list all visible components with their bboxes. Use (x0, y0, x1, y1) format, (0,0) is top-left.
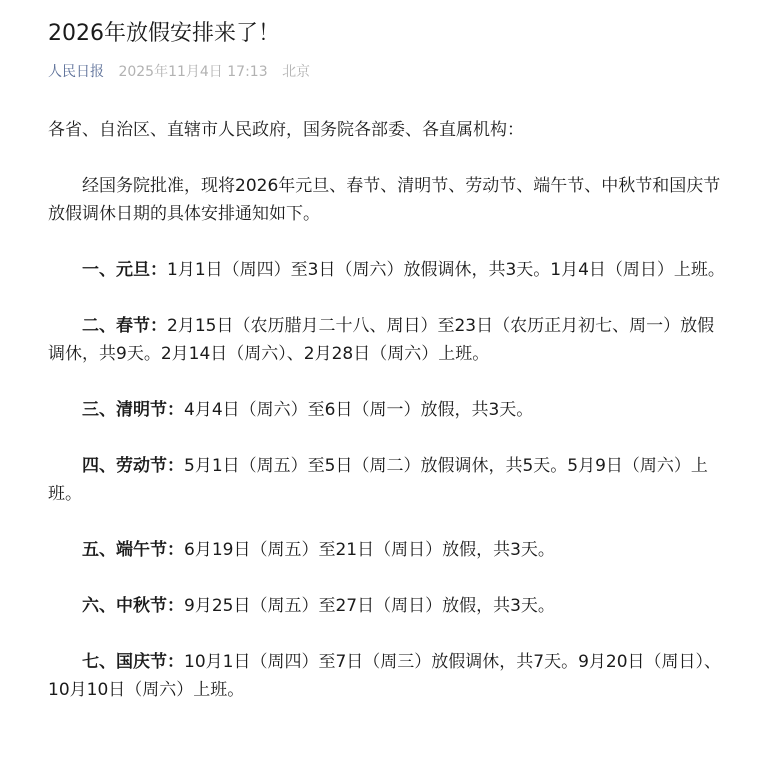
holiday-item-head: 五、端午节： (82, 540, 184, 560)
holiday-item-head: 二、春节： (82, 316, 167, 336)
article-title: 2026年放假安排来了！ (48, 21, 280, 46)
holiday-item-spring-festival (48, 312, 730, 368)
holiday-item-head: 四、劳动节： (82, 456, 184, 476)
publish-place: 北京 (282, 64, 311, 80)
intro-paragraph: 经国务院批准，现将2026年元旦、春节、清明节、劳动节、端午节、中秋节和国庆节放假调休日期的具体安排通知如下。 (48, 176, 721, 224)
holiday-item-head: 三、清明节： (82, 400, 184, 420)
holiday-item-national-day (48, 648, 730, 704)
publish-time: 2025年11月4日 17:13 (118, 64, 268, 80)
holiday-item-labor-day (48, 452, 730, 508)
holiday-item-head: 七、国庆节： (82, 652, 184, 672)
holiday-item-body: 10月1日（周四）至7日（周三）放假调休，共7天。9月20日（周日）、10月10日（周六）上班。 (48, 652, 722, 700)
holiday-item-head: 一、元旦： (82, 260, 167, 280)
holiday-item-dragon-boat (48, 536, 730, 564)
holiday-item-body: 4月4日（周六）至6日（周一）放假，共3天。 (184, 400, 534, 420)
holiday-item-body: 2月15日（农历腊月二十八、周日）至23日（农历正月初七、周一）放假调休，共9天。2月14日（周六）、2月28日（周六）上班。 (48, 316, 715, 364)
holiday-item-qingming (48, 396, 730, 424)
article-body (48, 116, 730, 732)
holiday-item-body: 9月25日（周五）至27日（周日）放假，共3天。 (184, 596, 555, 616)
article-meta (48, 62, 310, 82)
source-link[interactable]: 人民日报 (48, 64, 104, 80)
holiday-item-mid-autumn (48, 592, 730, 620)
holiday-item-body: 1月1日（周四）至3日（周六）放假调休，共3天。1月4日（周日）上班。 (167, 260, 725, 280)
salutation: 各省、自治区、直辖市人民政府，国务院各部委、各直属机构： (48, 120, 524, 140)
holiday-item-body: 6月19日（周五）至21日（周日）放假，共3天。 (184, 540, 555, 560)
holiday-item-head: 六、中秋节： (82, 596, 184, 616)
holiday-item-body: 5月1日（周五）至5日（周二）放假调休，共5天。5月9日（周六）上班。 (48, 456, 708, 504)
holiday-item-new-year (48, 256, 730, 284)
